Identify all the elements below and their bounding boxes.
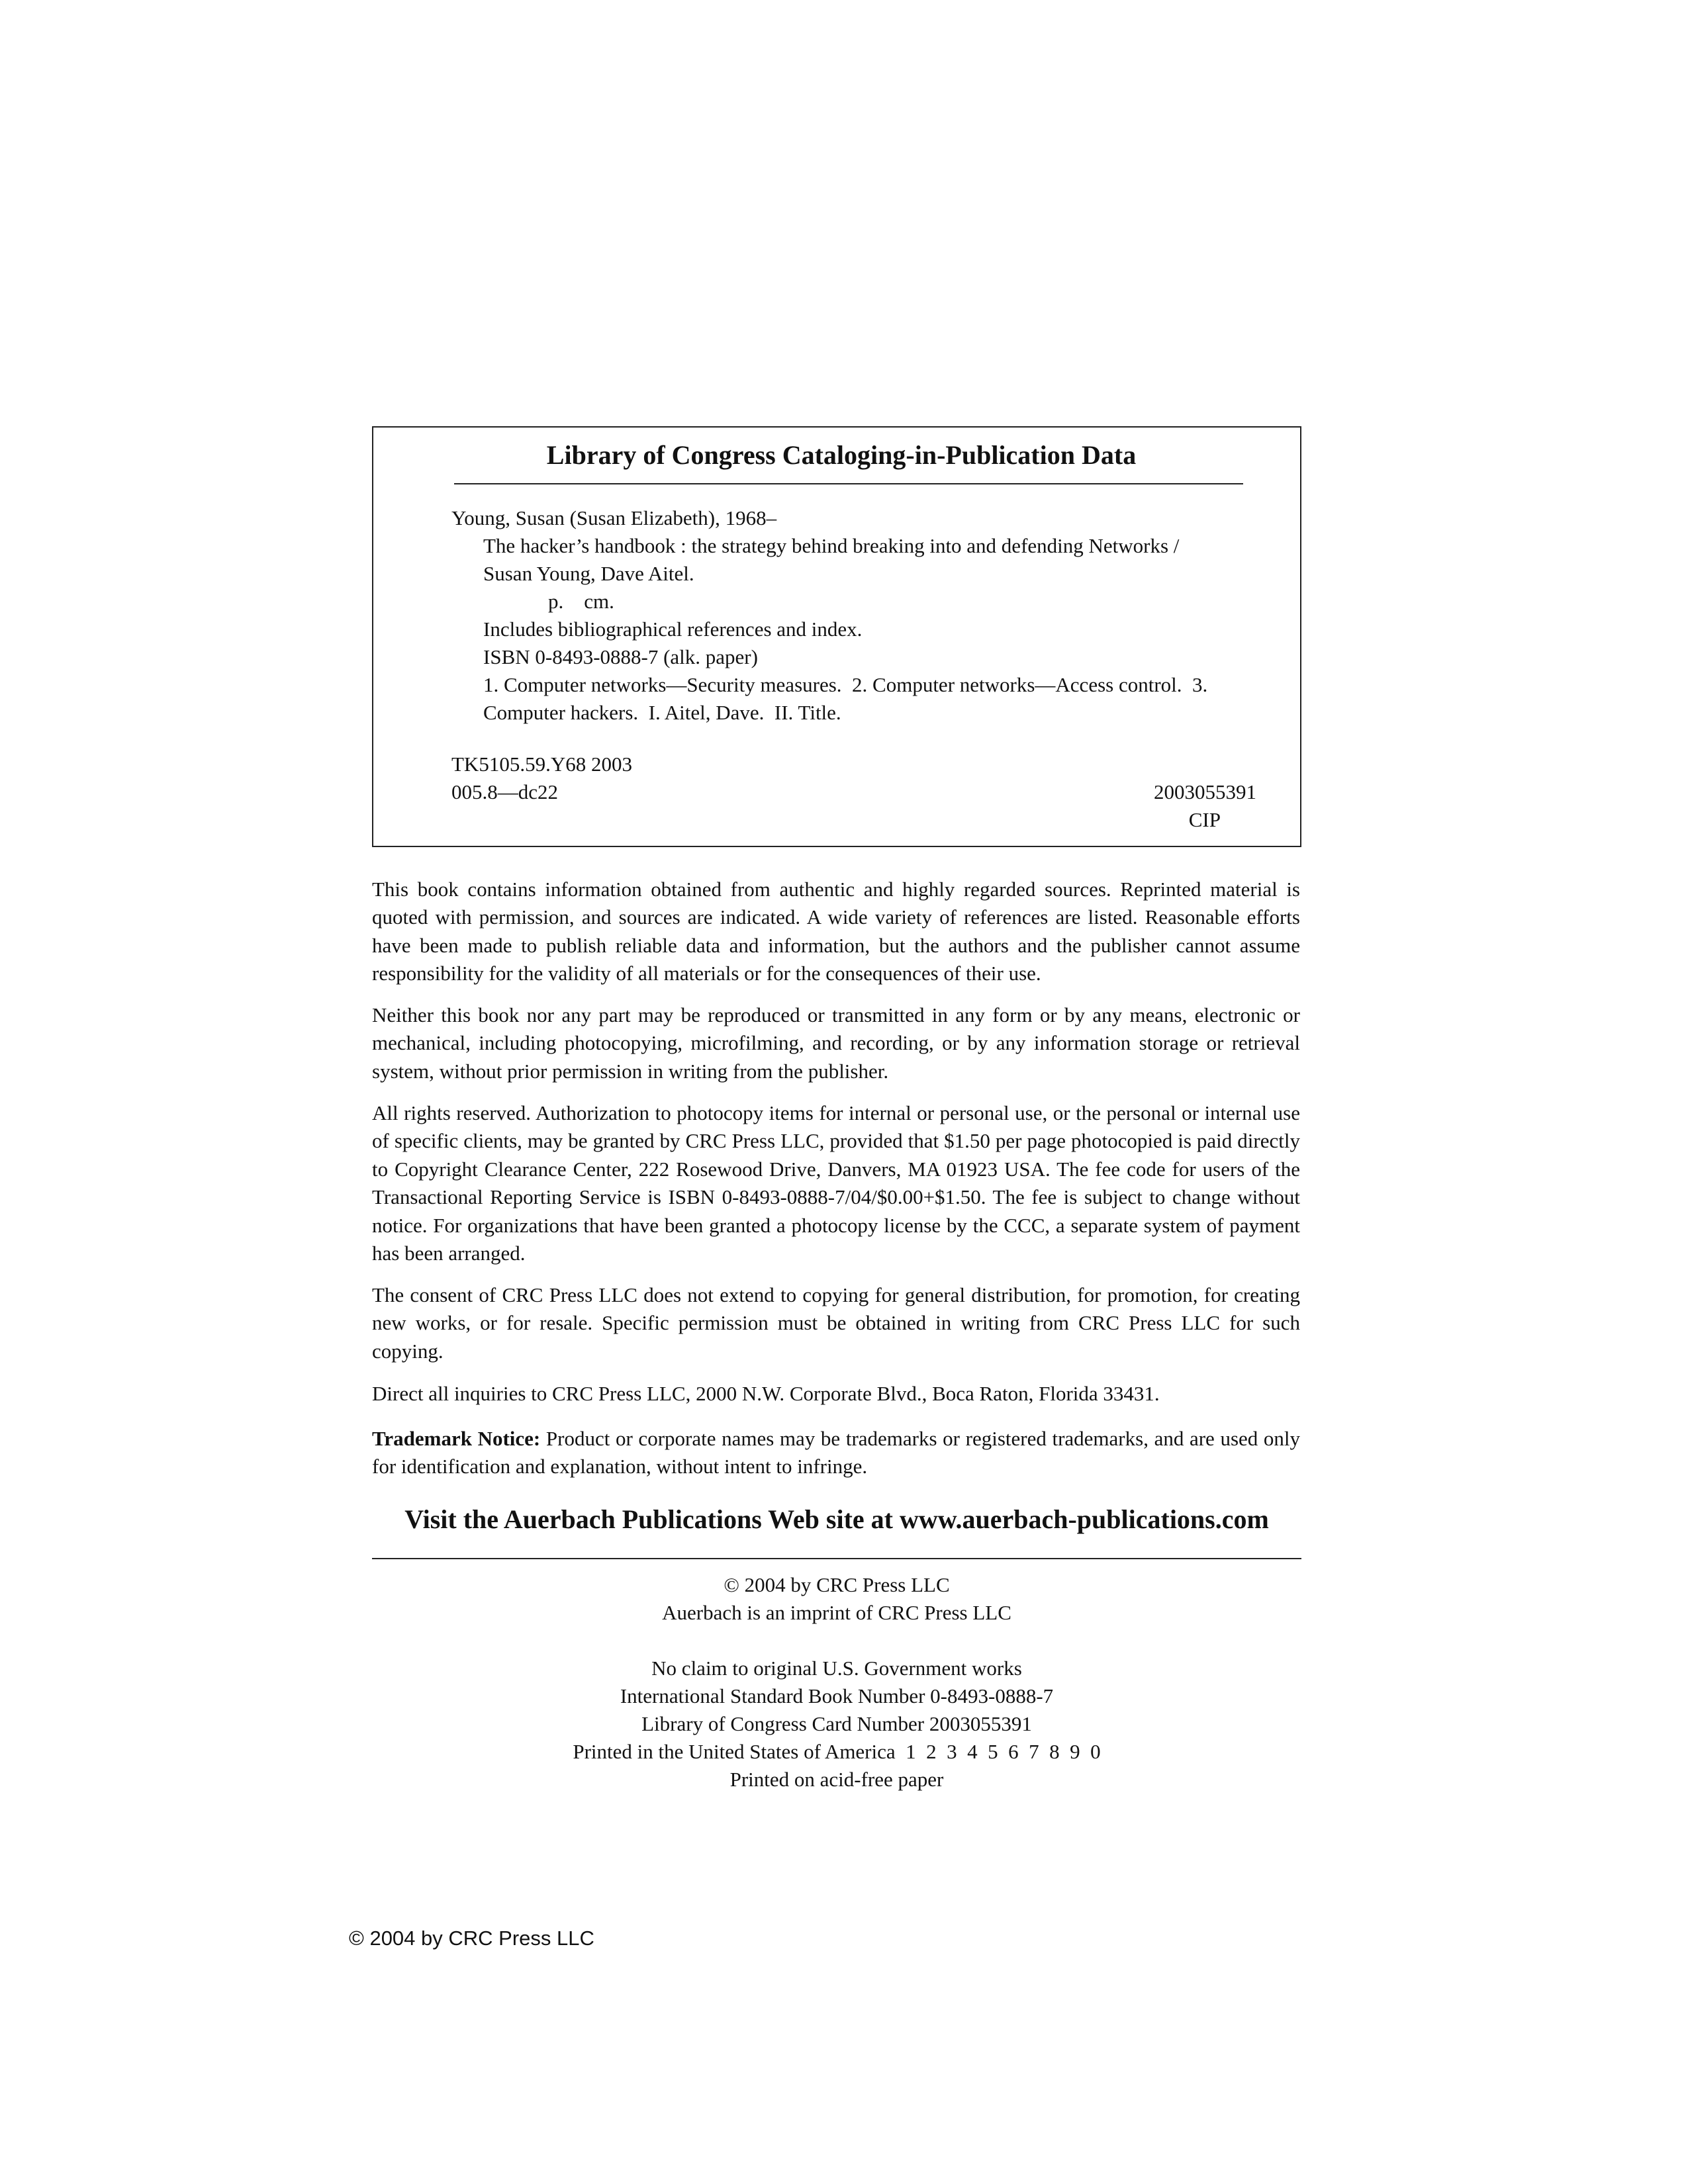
- website-notice: Visit the Auerbach Publications Web site at www.auerbach-publications.com: [404, 1504, 1269, 1534]
- imprint-lccn: Library of Congress Card Number 2003055391: [641, 1712, 1032, 1735]
- cip-author: Young, Susan (Susan Elizabeth), 1968–: [451, 506, 777, 529]
- cip-data-box: [372, 426, 1301, 847]
- imprint-copyright: © 2004 by CRC Press LLC: [724, 1573, 950, 1596]
- imprint-isbn: International Standard Book Number 0-8493-0888-7: [620, 1684, 1054, 1707]
- cip-subjects-line-2: Computer hackers. I. Aitel, Dave. II. Title.: [483, 701, 841, 724]
- trademark-text: Product or corporate names may be trademarks or registered trademarks, and are used only for identification and explanation, without intent to infringe.: [372, 1427, 1301, 1479]
- cip-dewey: 005.8—dc22: [451, 780, 559, 803]
- imprint-no-claim: No claim to original U.S. Government works: [651, 1657, 1022, 1680]
- cip-notes: Includes bibliographical references and index.: [483, 617, 863, 641]
- imprint-block: [372, 1571, 1301, 1794]
- reproduction-paragraph: Neither this book nor any part may be reproduced or transmitted in any form or by any means, electronic or mechanical, including photocopying, microfilming, and recording, or by any information storage or retrieval system, without prior permission in writing from the publisher.: [372, 1003, 1300, 1083]
- trademark-label: Trademark Notice:: [372, 1427, 541, 1450]
- cip-label: CIP: [1188, 808, 1221, 831]
- sources-paragraph: This book contains information obtained from authentic and highly regarded sources. Reprinted material is quoted with permission, and sources are indicated. A wide variety of references are listed. Reasonable efforts have been made to publish reliable data and information, but the authors and the publisher cannot assume responsibility for the validity of all materials or for the consequences of their use.: [372, 878, 1300, 985]
- rights-paragraph: All rights reserved. Authorization to photocopy items for internal or personal use, or the personal or internal use of specific clients, may be granted by CRC Press LLC, provided that $1.50 per page photocopied is paid directly to Copyright Clearance Center, 222 Rosewood Drive, Danvers, MA 01923 USA. The fee code for users of the Transactional Reporting Service is ISBN 0-8493-0888-7/04/$0.00+$1.50. The fee is subject to change without notice. For organizations that have been granted a photocopy license by the CCC, a separate system of payment has been arranged.: [372, 1101, 1300, 1265]
- cip-lccn: 2003055391: [1154, 780, 1256, 803]
- cip-isbn: ISBN 0-8493-0888-7 (alk. paper): [483, 645, 758, 668]
- imprint-paper: Printed on acid-free paper: [729, 1768, 944, 1791]
- cip-subjects-line-1: 1. Computer networks—Security measures. 2. Computer networks—Access control. 3.: [483, 673, 1208, 696]
- cip-lc-class: TK5105.59.Y68 2003: [451, 752, 632, 776]
- cip-title-rule: [454, 483, 1243, 484]
- inquiries-paragraph: Direct all inquiries to CRC Press LLC, 2000 N.W. Corporate Blvd., Boca Raton, Florida 33431.: [372, 1382, 1160, 1405]
- cip-title-line-2: Susan Young, Dave Aitel.: [483, 562, 694, 585]
- page-footer: © 2004 by CRC Press LLC: [349, 1927, 594, 1950]
- consent-paragraph: The consent of CRC Press LLC does not extend to copying for general distribution, for promotion, for creating new works, or for resale. Specific permission must be obtained in writing from CRC Press LLC for such copying.: [372, 1283, 1300, 1363]
- website-rule: [372, 1558, 1301, 1559]
- cip-title-line-1: The hacker’s handbook : the strategy behind breaking into and defending Networks /: [483, 534, 1180, 557]
- imprint-note: Auerbach is an imprint of CRC Press LLC: [662, 1601, 1011, 1624]
- cip-physical: p. cm.: [548, 590, 614, 613]
- trademark-paragraph: [372, 1425, 1300, 1481]
- imprint-printed-in: Printed in the United States of America 1 2 3 4 5 6 7 8 9 0: [573, 1740, 1101, 1763]
- cip-title: Library of Congress Cataloging-in-Publication Data: [546, 440, 1137, 470]
